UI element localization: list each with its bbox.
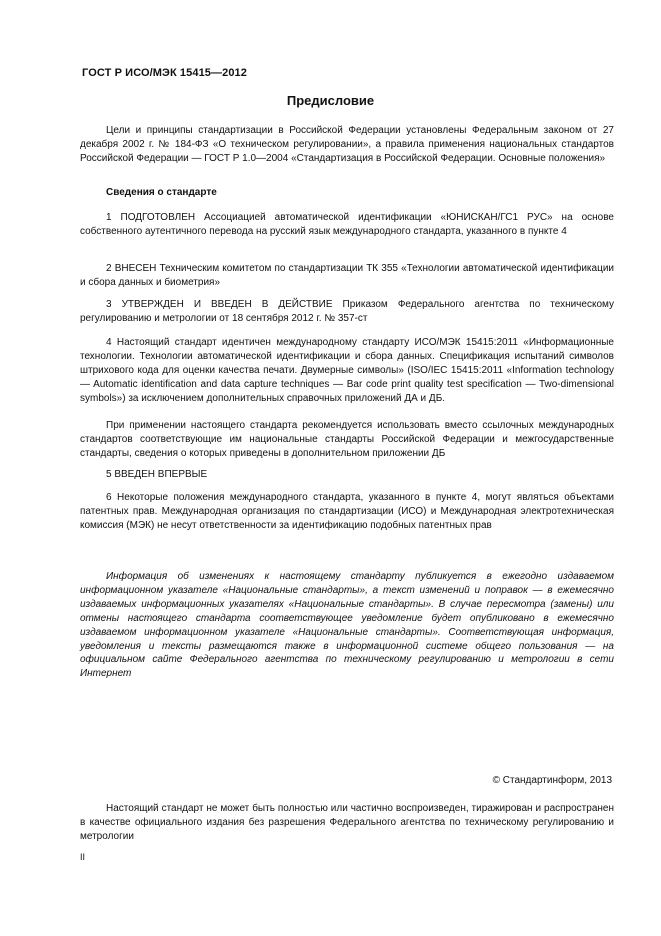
item-4-paragraph: 4 Настоящий стандарт идентичен международному стандарту ИСО/МЭК 15415:2011 «Информационные технологии. Технологии автоматической идентификации и сбора данных. Спецификация испытаний символов штрихового кода для оценки качества печати. Двумерные символы» (ISO/IEC 15415:2011 «Information technology — Automatic identification and data capture techniques — Bar code print quality test specification — Two-dimensional symbols») за исключением дополнительных справочных приложений ДА и ДБ. — [80, 337, 614, 404]
copyright-line: © Стандартинформ, 2013 — [492, 775, 612, 786]
item-5-paragraph: 5 ВВЕДЕН ВПЕРВЫЕ — [106, 469, 208, 480]
page-title: Предисловие — [286, 93, 375, 108]
item-6-paragraph: 6 Некоторые положения международного стандарта, указанного в пункте 4, могут являться объектами патентных прав. Международная организация по стандартизации (ИСО) и Международная электротехническая комиссия (МЭК) не несут ответственности за идентификацию подобных патентных прав — [80, 492, 614, 531]
section-title: Сведения о стандарте — [106, 187, 217, 198]
intro-paragraph: Цели и принципы стандартизации в Российской Федерации установлены Федеральным законом от 27 декабря 2002 г. № 184-ФЗ «О техническом регулировании», а правила применения национальных стандартов Российской Федерации — ГОСТ Р 1.0—2004 «Стандартизация в Российской Федерации. Основные положения» — [80, 125, 614, 164]
item-3-paragraph: 3 УТВЕРЖДЕН И ВВЕДЕН В ДЕЙСТВИЕ Приказом Федерального агентства по техническому регулированию и метрологии от 18 сентября 2012 г. № 357-ст — [80, 299, 614, 324]
item-2-paragraph: 2 ВНЕСЕН Техническим комитетом по стандартизации ТК 355 «Технологии автоматической идентификации и сбора данных и биометрия» — [80, 263, 614, 288]
page-number: II — [80, 852, 86, 862]
document-header: ГОСТ Р ИСО/МЭК 15415—2012 — [82, 67, 247, 79]
item-1-paragraph: 1 ПОДГОТОВЛЕН Ассоциацией автоматической идентификации «ЮНИСКАН/ГС1 РУС» на основе собственного аутентичного перевода на русский язык международного стандарта, указанного в пункте 4 — [80, 212, 614, 237]
item-4-continuation-paragraph: При применении настоящего стандарта рекомендуется использовать вместо ссылочных международных стандартов соответствующие им национальные стандарты Российской Федерации и межгосударственные стандарты, сведения о которых приведены в дополнительном приложении ДБ — [80, 420, 614, 459]
reproduction-rights-paragraph: Настоящий стандарт не может быть полностью или частично воспроизведен, тиражирован и распространен в качестве официального издания без разрешения Федерального агентства по техническому регулированию и метрологии — [80, 803, 614, 842]
changes-notice-paragraph: Информация об изменениях к настоящему стандарту публикуется в ежегодно издаваемом информационном указателе «Национальные стандарты», а текст изменений и поправок — в ежемесячно издаваемых информационных указателях «Национальные стандарты». В случае пересмотра (замены) или отмены настоящего стандарта соответствующее уведомление будет опубликовано в ежемесячно издаваемом информационном указателе «Национальные стандарты». Соответствующая информация, уведомления и тексты размещаются также в информационной системе общего пользования — на официальном сайте Федерального агентства по техническому регулированию и метрологии в сети Интернет — [80, 571, 614, 680]
